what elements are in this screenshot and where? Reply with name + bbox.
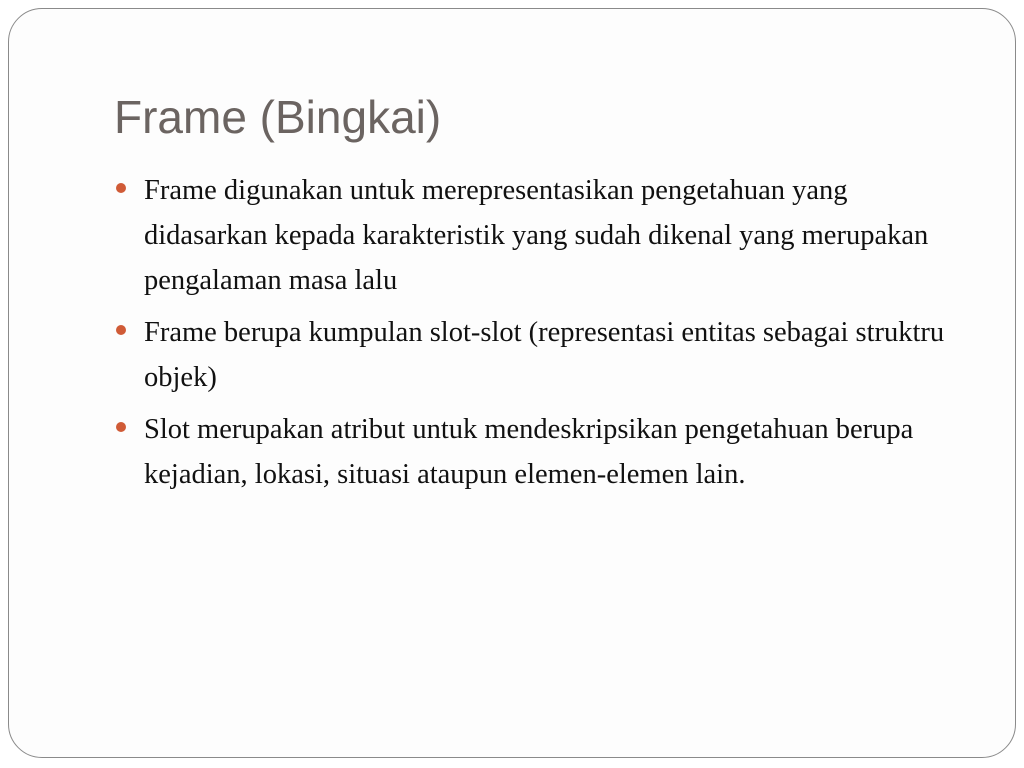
bullet-dot-icon	[116, 183, 126, 193]
bullet-item	[116, 168, 972, 303]
slide-title: Frame (Bingkai)	[114, 91, 442, 143]
bullet-text: Frame digunakan untuk merepresentasikan pengetahuan yang didasarkan kepada karakteristik yang sudah dikenal yang merupakan pengalaman masa lalu	[144, 175, 929, 296]
bullet-item	[116, 310, 972, 400]
bullet-text: Slot merupakan atribut untuk mendeskripsikan pengetahuan berupa kejadian, lokasi, situasi ataupun elemen-elemen lain.	[144, 414, 914, 490]
bullet-text: Frame berupa kumpulan slot-slot (representasi entitas sebagai struktru objek)	[144, 317, 945, 393]
bullet-list	[116, 168, 972, 504]
bullet-dot-icon	[116, 422, 126, 432]
bullet-dot-icon	[116, 325, 126, 335]
bullet-item	[116, 407, 972, 497]
